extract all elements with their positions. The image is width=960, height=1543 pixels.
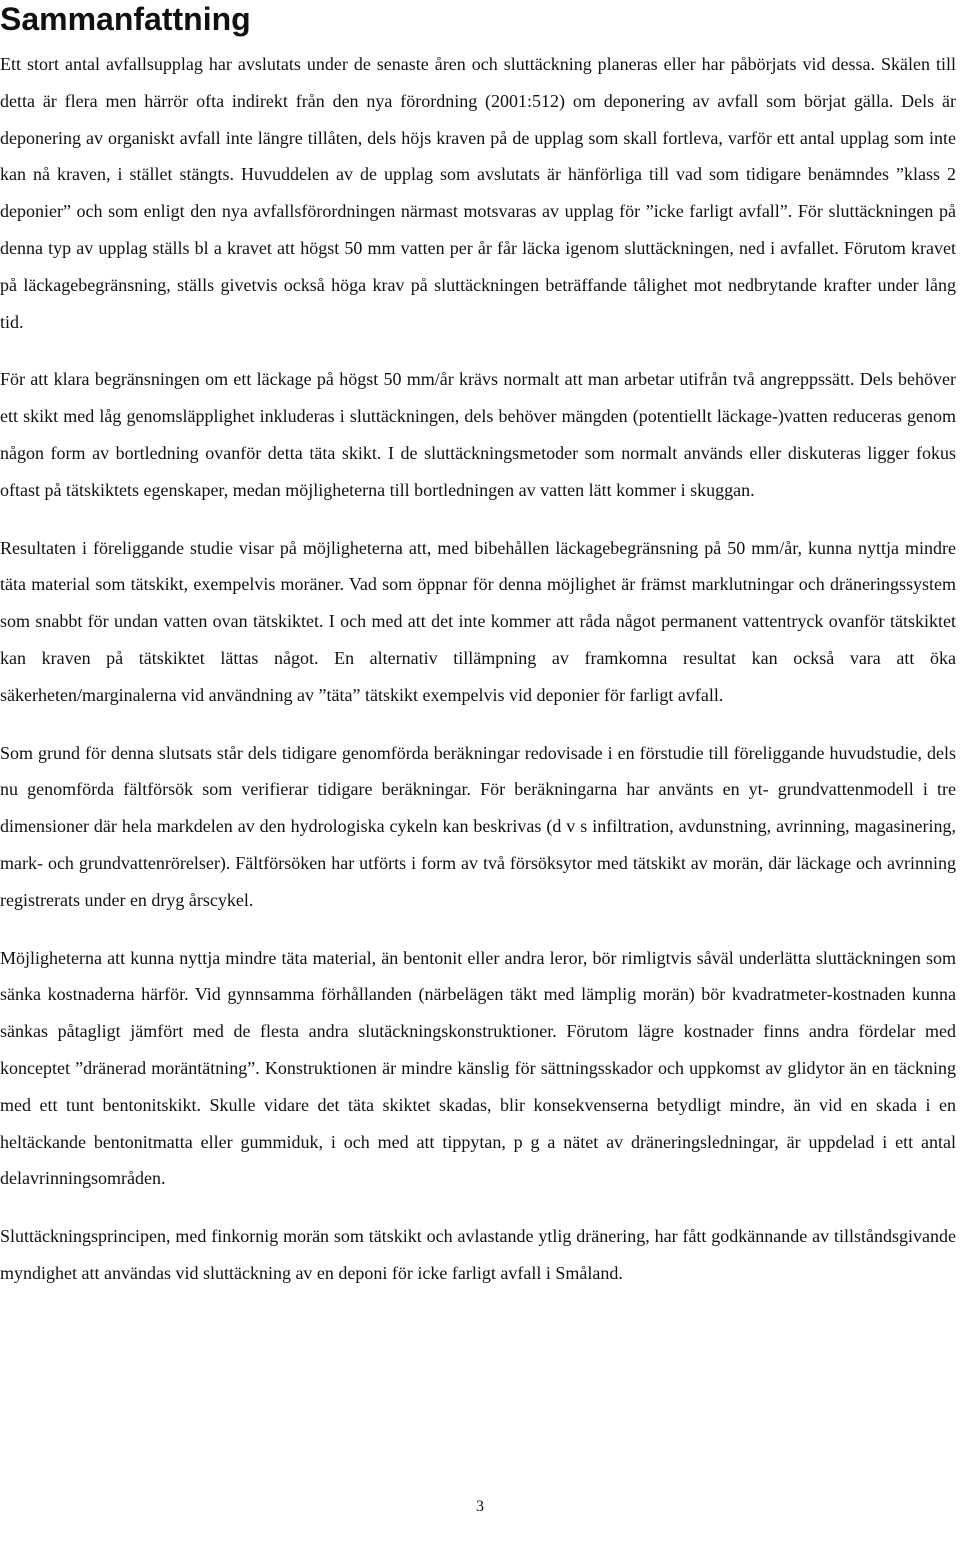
paragraph-5: Möjligheterna att kunna nyttja mindre täta material, än bentonit eller andra leror, bör rimligtvis såväl underlätta sluttäckningen som sänka kostnaderna härför. Vid gynnsamma förhållanden (närbelägen täkt med lämplig morän) bör kvadratmeter-kostnaden kunna sänkas påtagligt jämfört med de flesta andra slutäckningskonstruktioner. Förutom lägre kostnader finns andra fördelar med konceptet ”dränerad moräntätning”. Konstruktionen är mindre känslig för sättningsskador och uppkomst av glidytor än en täckning med ett tunt bentonitskikt. Skulle vidare det täta skiktet skadas, blir konsekvenserna betydligt mindre, än vid en skada i en heltäckande bentonitmatta eller gummiduk, i och med att tippytan, p g a nätet av dräneringsledningar, är uppdelad i ett antal delavrinningsområden. <box>0 947 956 1189</box>
paragraph-1: Ett stort antal avfallsupplag har avslutats under de senaste åren och sluttäckning planeras eller har påbörjats vid dessa. Skälen till detta är flera men härrör ofta indirekt från den nya förordning (2001:512) om deponering av avfall som börjat gälla. Dels är deponering av organiskt avfall inte längre tillåten, dels höjs kraven på de upplag som skall fortleva, varför ett antal upplag som inte kan nå kraven, i stället stängts. Huvuddelen av de upplag som avslutats är hänförliga till vad som tidigare benämndes ”klass 2 deponier” och som enligt den nya avfallsförordningen närmast motsvaras av upplag för ”icke farligt avfall”. För sluttäckningen på denna typ av upplag ställs bl a kravet att högst 50 mm vatten per år får läcka igenom sluttäckningen, ned i avfallet. Förutom kravet på läckagebegränsning, ställs givetvis också höga krav på sluttäckningen beträffande tålighet mot nedbrytande krafter under lång tid. <box>0 54 956 332</box>
page-number: 3 <box>476 1498 484 1515</box>
paragraph-3: Resultaten i föreliggande studie visar på möjligheterna att, med bibehållen läckagebegränsning på 50 mm/år, kunna nyttja mindre täta material som tätskikt, exempelvis moräner. Vad som öppnar för denna möjlighet är främst marklutningar och dräneringssystem som snabbt för undan vatten ovan tätskiktet. I och med att det inte kommer att råda något permanent vattentryck ovanför tätskiktet kan kraven på tätskiktet lättas något. En alternativ tillämpning av framkomna resultat kan också vara att öka säkerheten/marginalerna vid användning av ”täta” tätskikt exempelvis vid deponier för farligt avfall. <box>0 537 956 705</box>
section-title: Sammanfattning <box>0 1 251 37</box>
paragraph-2: För att klara begränsningen om ett läckage på högst 50 mm/år krävs normalt att man arbetar utifrån två angreppssätt. Dels behöver ett skikt med låg genomsläpplighet inkluderas i sluttäckningen, dels behöver mängden (potentiellt läckage-)vatten reduceras genom någon form av bortledning ovanför detta täta skikt. I de sluttäckningsmetoder som normalt används eller diskuteras ligger fokus oftast på tätskiktets egenskaper, medan möjligheterna till bortledningen av vatten lätt kommer i skuggan. <box>0 369 956 500</box>
summary-body <box>0 46 956 1313</box>
paragraph-6: Sluttäckningsprincipen, med finkornig morän som tätskikt och avlastande ytlig dränering, har fått godkännande av tillståndsgivande myndighet att användas vid sluttäckning av en deponi för icke farligt avfall i Småland. <box>0 1226 956 1283</box>
paragraph-4: Som grund för denna slutsats står dels tidigare genomförda beräkningar redovisade i en förstudie till föreliggande huvudstudie, dels nu genomförda fältförsök som verifierar tidigare beräkningar. För beräkningarna har använts en yt- grundvattenmodell i tre dimensioner där hela markdelen av den hydrologiska cykeln kan beskrivas (d v s infiltration, avdunstning, avrinning, magasinering, mark- och grundvattenrörelser). Fältförsöken har utförts i form av två försöksytor med tätskikt av morän, där läckage och avrinning registrerats under en dryg årscykel. <box>0 742 956 910</box>
